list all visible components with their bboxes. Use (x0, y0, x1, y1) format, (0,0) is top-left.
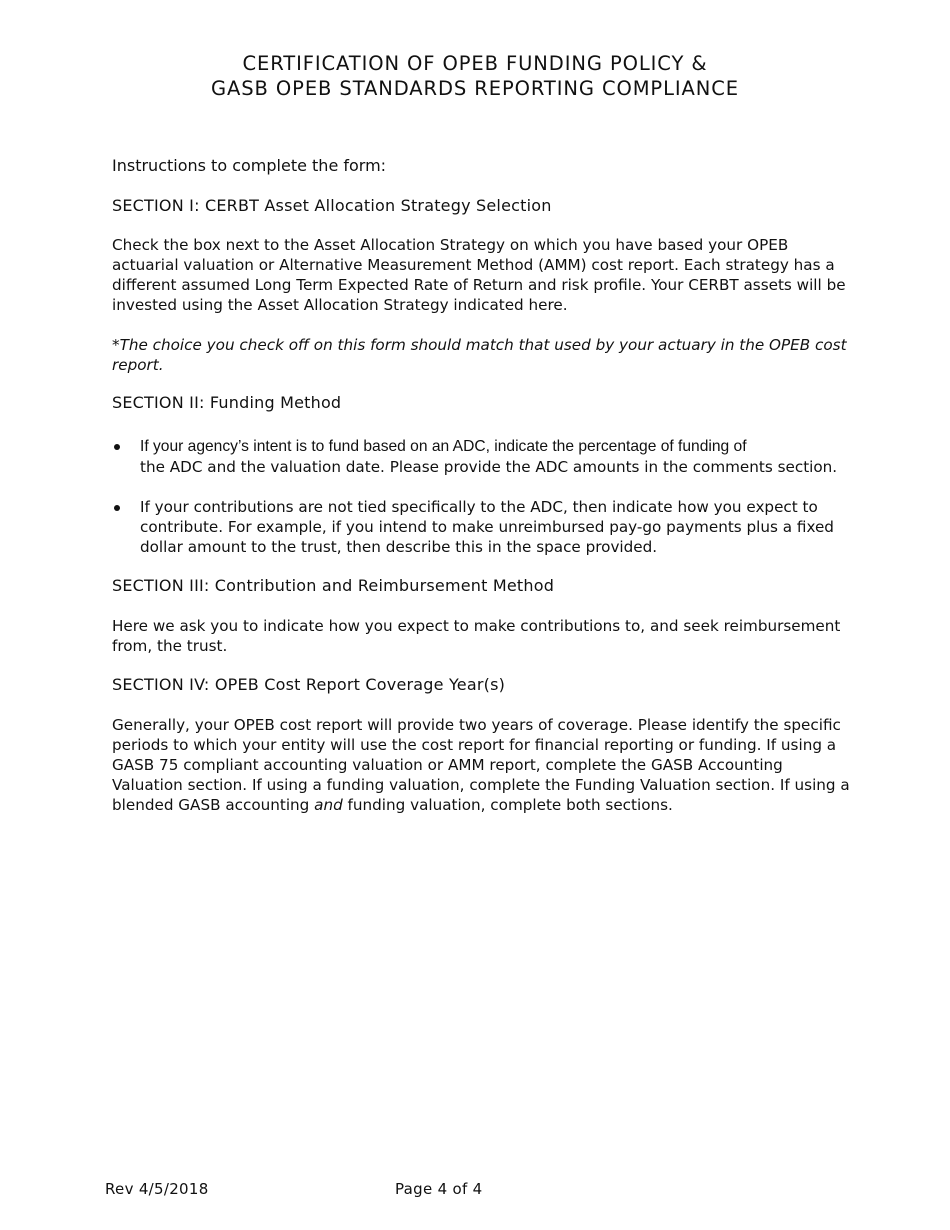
section-2-bullet-1 (112, 436, 852, 477)
section-1-note: *The choice you check off on this form should match that used by your actuary in the OPEB cost report. (112, 336, 847, 374)
document-title-line-1: CERTIFICATION OF OPEB FUNDING POLICY & (242, 52, 708, 75)
section-4-heading: SECTION IV: OPEB Cost Report Coverage Year(s) (112, 675, 506, 694)
instructions-heading: Instructions to complete the form: (112, 156, 387, 175)
section-2-heading: SECTION II: Funding Method (112, 393, 342, 412)
section-4-body-part-2: funding valuation, complete both sections. (342, 796, 673, 814)
section-1-heading: SECTION I: CERBT Asset Allocation Strategy Selection (112, 196, 552, 215)
section-4-body-part-1: Generally, your OPEB cost report will provide two years of coverage. Please identify the specific periods to which your entity will use the cost report for financial reporting or funding. If using a GASB 75 compliant accounting valuation or AMM report, complete the GASB Accounting Valuation section. If using a funding valuation, complete the Funding Valuation section. If using a blended GASB accounting (112, 716, 850, 814)
section-4-body (112, 715, 852, 815)
section-2-bullet-list-1 (112, 436, 852, 477)
bullet-icon (114, 444, 120, 450)
section-2-bullet-list-2 (112, 497, 852, 557)
section-3-body: Here we ask you to indicate how you expect to make contributions to, and seek reimbursement from, the trust. (112, 617, 841, 655)
footer-revision: Rev 4/5/2018 (105, 1180, 209, 1198)
section-3-heading: SECTION III: Contribution and Reimbursement Method (112, 576, 555, 595)
bullet-icon (114, 505, 120, 511)
section-1-body: Check the box next to the Asset Allocation Strategy on which you have based your OPEB actuarial valuation or Alternative Measurement Method (AMM) cost report. Each strategy has a different assumed Long Term Expected Rate of Return and risk profile. Your CERBT assets will be invested using the Asset Allocation Strategy indicated here. (112, 236, 846, 314)
section-4-body-emphasis: and (314, 796, 343, 814)
bullet-1-lead-text: If your agency’s intent is to fund based on an ADC, indicate the percentage of funding of (140, 438, 747, 455)
footer-page-number: Page 4 of 4 (395, 1180, 483, 1198)
bullet-1-rest-text: the ADC and the valuation date. Please provide the ADC amounts in the comments section. (140, 458, 838, 476)
section-2-bullet-2 (112, 497, 852, 557)
bullet-2-text: If your contributions are not tied specifically to the ADC, then indicate how you expect to contribute. For example, if you intend to make unreimbursed pay-go payments plus a fixed dollar amount to the trust, then describe this in the space provided. (140, 498, 834, 556)
document-title-line-2: GASB OPEB STANDARDS REPORTING COMPLIANCE (211, 77, 739, 100)
